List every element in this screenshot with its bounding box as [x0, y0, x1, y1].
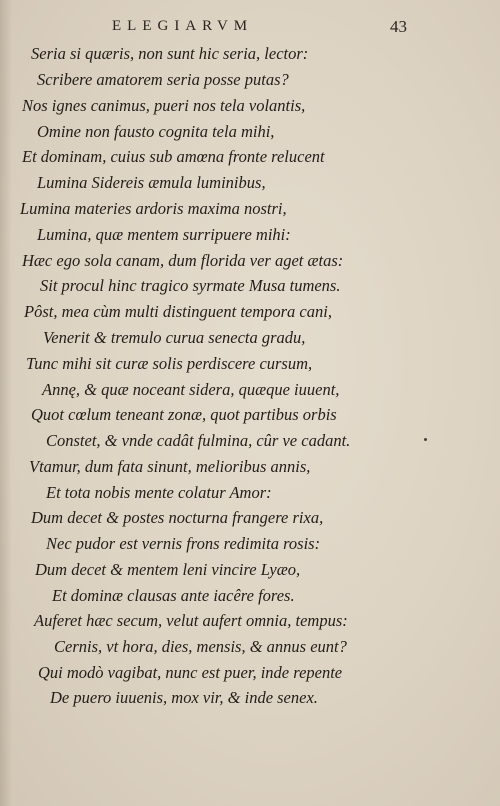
verse-line: Lumina, quæ mentem surripuere mihi: — [37, 225, 291, 244]
verse-line: Nec pudor est vernis frons redimita rosis: — [46, 534, 321, 553]
verse-line: Lumina materies ardoris maxima nostri, — [20, 199, 287, 218]
paper-speck — [424, 438, 427, 441]
verse-line: Tunc mihi sit curæ solis perdiscere cursum, — [26, 354, 313, 373]
verse-line: Annę, & quæ noceant sidera, quæque iuuent, — [42, 380, 340, 399]
verse-line: Dum decet & mentem leni vincire Lyæo, — [35, 560, 301, 579]
verse-line: Omine non fausto cognita tela mihi, — [37, 122, 275, 141]
verse-line: Hæc ego sola canam, dum florida ver aget ætas: — [22, 251, 344, 270]
verse-line: Auferet hæc secum, velut aufert omnia, tempus: — [34, 611, 348, 630]
verse-line: Seria si quæris, non sunt hic seria, lector: — [31, 44, 309, 63]
verse-line: Cernis, vt hora, dies, mensis, & annus eunt? — [54, 637, 347, 656]
verse-line: Sit procul hinc tragico syrmate Musa tumens. — [40, 276, 341, 295]
verse-line: Venerit & tremulo curua senecta gradu, — [43, 328, 306, 347]
verse-line: Et tota nobis mente colatur Amor: — [46, 483, 272, 502]
verse-line: Vtamur, dum fata sinunt, melioribus annis, — [29, 457, 311, 476]
verse-line: Qui modò vagibat, nunc est puer, inde repente — [38, 663, 343, 682]
verse-line: Lumina Sidereis æmula luminibus, — [37, 173, 266, 192]
verse-line: De puero iuuenis, mox vir, & inde senex. — [50, 688, 318, 707]
verse-line: Et dominæ clausas ante iacêre fores. — [52, 586, 295, 605]
page-number: 43 — [390, 17, 407, 36]
verse-line: Et dominam, cuius sub amœna fronte relucent — [22, 147, 325, 166]
verse-line: Quot cœlum teneant zonæ, quot partibus orbis — [31, 405, 337, 424]
verse-line: Dum decet & postes nocturna frangere rixa, — [31, 508, 324, 527]
verse-line: Constet, & vnde cadât fulmina, cûr ve cadant. — [46, 431, 351, 450]
verse-line: Scribere amatorem seria posse putas? — [37, 70, 289, 89]
verse-line: Nos ignes canimus, pueri nos tela volantis, — [22, 96, 306, 115]
running-title: ELEGIARVM — [112, 18, 254, 34]
verse-line: Pôst, mea cùm multi distinguent tempora cani, — [24, 302, 332, 321]
